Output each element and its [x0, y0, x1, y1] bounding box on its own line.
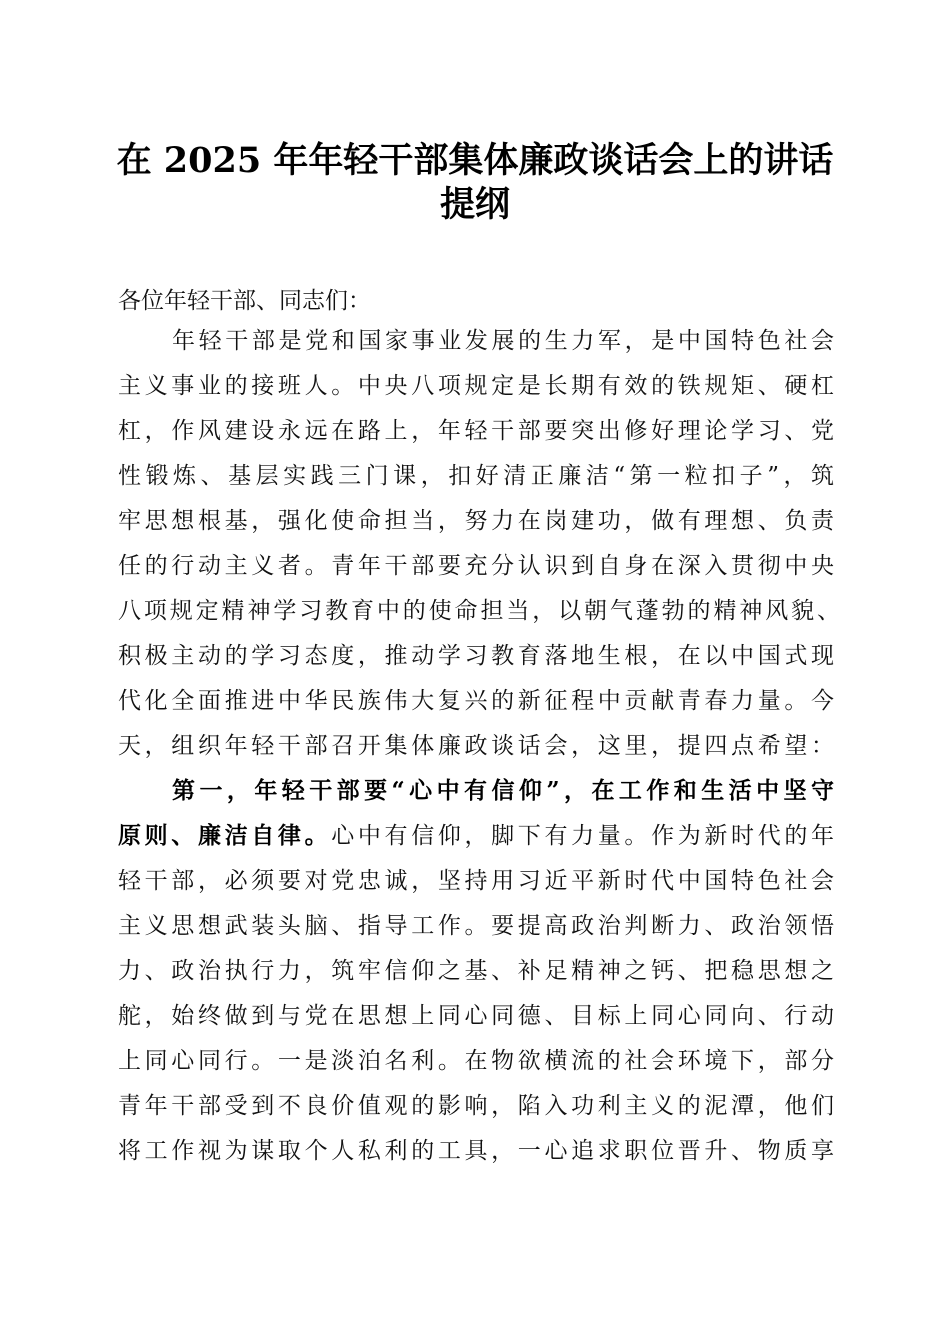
paragraph-2-lead-line: 第一，年轻干部要“心中有信仰”，在工作和生活中坚守 — [172, 777, 834, 804]
paragraph-2-line: 上同心同行。一是淡泊名利。在物欲横流的社会环境下，部分 — [118, 1048, 834, 1074]
paragraph-2-rest-text: 心中有信仰，脚下有力量。作为新时代的年 — [331, 823, 835, 849]
paragraph-1-line: 牢思想根基，强化使命担当，努力在岗建功，做有理想、负责 — [118, 508, 834, 534]
paragraph-1-line: 代化全面推进中华民族伟大复兴的新征程中贡献青春力量。今 — [118, 688, 834, 714]
paragraph-2-line: 轻干部，必须要对党忠诚，坚持用习近平新时代中国特色社会 — [118, 868, 834, 894]
paragraph-1-line: 天，组织年轻干部召开集体廉政谈话会，这里，提四点希望： — [118, 733, 834, 759]
paragraph-2-line: 将工作视为谋取个人私利的工具，一心追求职位晋升、物质享 — [118, 1138, 834, 1164]
paragraph-1-line: 主义事业的接班人。中央八项规定是长期有效的铁规矩、硬杠 — [118, 373, 834, 399]
paragraph-2-line: 力、政治执行力，筑牢信仰之基、补足精神之钙、把稳思想之 — [118, 958, 834, 984]
paragraph-2-line: 主义思想武装头脑、指导工作。要提高政治判断力、政治领悟 — [118, 913, 834, 939]
paragraph-2-line: 舵，始终做到与党在思想上同心同德、目标上同心同向、行动 — [118, 1003, 834, 1029]
paragraph-2-bold-lead — [118, 823, 834, 849]
salutation: 各位年轻干部、同志们： — [118, 288, 371, 314]
paragraph-2-line — [118, 814, 834, 858]
document-title-line-2: 提纲 — [439, 184, 510, 225]
paragraph-1-line: 八项规定精神学习教育中的使命担当，以朝气蓬勃的精神风貌、 — [118, 598, 840, 624]
paragraph-1-line: 任的行动主义者。青年干部要充分认识到自身在深入贯彻中央 — [118, 553, 834, 579]
paragraph-1-line: 性锻炼、基层实践三门课，扣好清正廉洁“第一粒扣子”，筑 — [118, 463, 834, 489]
paragraph-2-line: 青年干部受到不良价值观的影响，陷入功利主义的泥潭，他们 — [118, 1093, 834, 1119]
paragraph-2-lead-bold-text: 原则、廉洁自律。 — [118, 822, 332, 849]
paragraph-1-line: 积极主动的学习态度，推动学习教育落地生根，在以中国式现 — [118, 643, 834, 669]
paragraph-1-line: 年轻干部是党和国家事业发展的生力军，是中国特色社会 — [172, 328, 834, 354]
document-title-line-1: 在 2025 年年轻干部集体廉政谈话会上的讲话 — [116, 140, 834, 181]
paragraph-1-line: 杠，作风建设永远在路上，年轻干部要突出修好理论学习、党 — [118, 418, 834, 444]
